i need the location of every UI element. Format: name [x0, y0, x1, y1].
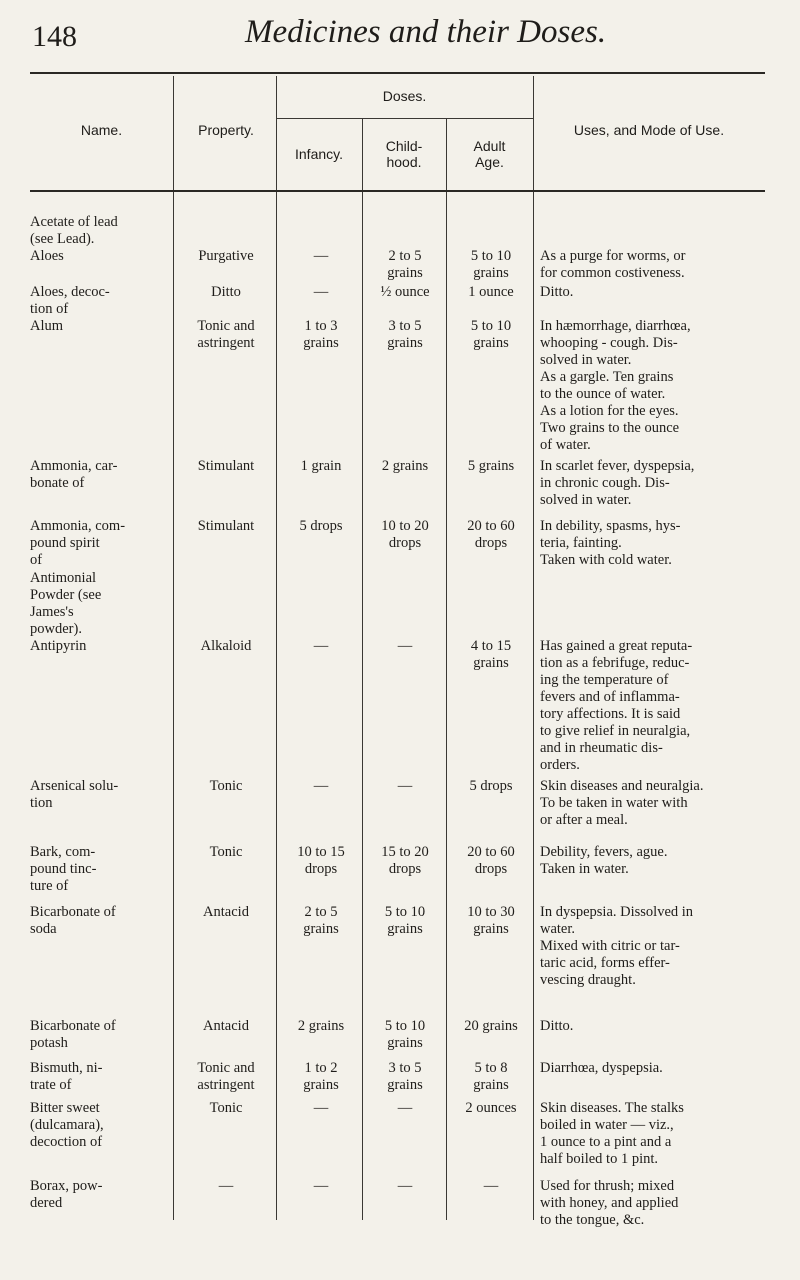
cell-infancy: 10 to 15 drops [297, 844, 345, 877]
cell-adult: 1 ounce [468, 284, 514, 300]
cell-uses: Used for thrush; mixed with honey, and applied to the tongue, &c. [540, 1178, 679, 1228]
cell-property: Tonic [209, 844, 243, 860]
cell-property: Tonic [209, 1100, 243, 1116]
cell-infancy: — [313, 638, 329, 654]
cell-uses: Ditto. [540, 1018, 574, 1034]
header-childhood: Child- hood. [385, 138, 423, 170]
cell-uses: As a purge for worms, or for common costiveness. [540, 248, 686, 281]
cell-property: Tonic and astringent [197, 1060, 255, 1093]
cell-name: Aloes [30, 248, 64, 264]
cell-infancy: 2 grains [297, 1018, 345, 1034]
header-uses: Uses, and Mode of Use. [573, 122, 725, 138]
cell-infancy: 5 drops [299, 518, 343, 534]
header-infancy: Infancy. [295, 146, 343, 162]
cell-uses: In hæmorrhage, diarrhœa, whooping - cough. Dis- solved in water. As a gargle. Ten grains to the ounce of water. As a lotion for the eyes. Two grains to the ounce of water. [540, 318, 691, 453]
cell-adult: 20 to 60 drops [467, 844, 515, 877]
cell-childhood: 3 to 5 grains [387, 318, 423, 351]
cell-uses: Skin diseases. The stalks boiled in water — viz., 1 ounce to a pint and a half boiled to 1 pint. [540, 1100, 684, 1167]
running-title: Medicines and their Doses. [245, 14, 607, 50]
cell-name: Antipyrin [30, 638, 87, 654]
header-doses: Doses. [382, 88, 427, 104]
cell-childhood: — [397, 1100, 413, 1116]
cell-name: Aloes, decoc- tion of [30, 284, 110, 317]
cell-name: Ammonia, car- bonate of [30, 458, 118, 491]
cell-property: Alkaloid [200, 638, 252, 654]
cell-adult: — [483, 1178, 499, 1194]
cell-name: Acetate of lead (see Lead). [30, 214, 118, 247]
cell-childhood: 5 to 10 grains [384, 904, 426, 937]
cell-uses: Diarrhœa, dyspepsia. [540, 1060, 663, 1076]
cell-childhood: 2 to 5 grains [387, 248, 423, 281]
cell-childhood: 3 to 5 grains [387, 1060, 423, 1093]
cell-uses: In dyspepsia. Dissolved in water. Mixed with citric or tar- taric acid, forms effer- vescing draught. [540, 904, 694, 988]
cell-name: Bark, com- pound tinc- ture of [30, 844, 97, 894]
cell-childhood: 10 to 20 drops [381, 518, 429, 551]
header-adult: Adult Age. [473, 138, 506, 170]
cell-name: Bicarbonate of soda [30, 904, 116, 937]
cell-adult: 20 to 60 drops [467, 518, 515, 551]
cell-adult: 10 to 30 grains [467, 904, 515, 937]
cell-property: Stimulant [197, 458, 255, 474]
header-rule [30, 72, 765, 74]
cell-name: Borax, pow- dered [30, 1178, 103, 1211]
cell-adult: 5 grains [467, 458, 515, 474]
cell-uses: Ditto. [540, 284, 574, 300]
cell-childhood: 2 grains [381, 458, 429, 474]
cell-uses: Skin diseases and neuralgia. To be taken in water with or after a meal. [540, 778, 704, 828]
cell-childhood: ½ ounce [380, 284, 430, 300]
cell-name: Bitter sweet (dulcamara), decoction of [30, 1100, 104, 1150]
cell-infancy: — [313, 1178, 329, 1194]
cell-name: Bicarbonate of potash [30, 1018, 116, 1051]
cell-infancy: 1 to 2 grains [303, 1060, 339, 1093]
cell-infancy: — [313, 778, 329, 794]
cell-name: Ammonia, com- pound spirit of [30, 518, 126, 568]
cell-infancy: — [313, 1100, 329, 1116]
cell-childhood: — [397, 1178, 413, 1194]
cell-childhood: — [397, 638, 413, 654]
cell-name: Bismuth, ni- trate of [30, 1060, 103, 1093]
cell-property: Antacid [203, 1018, 249, 1034]
cell-property: Purgative [198, 248, 254, 264]
cell-uses: Has gained a great reputa- tion as a febrifuge, reduc- ing the temperature of fevers and of inflamma- tory affections. It is said to give relief in neuralgia, and in rheumatic dis- orders. [540, 638, 693, 773]
cell-property: Tonic and astringent [197, 318, 255, 351]
cell-property: Ditto [211, 284, 241, 300]
cell-adult: 5 to 10 grains [470, 318, 512, 351]
cell-infancy: — [313, 284, 329, 300]
cell-property: Antacid [203, 904, 249, 920]
cell-adult: 20 grains [464, 1018, 518, 1034]
cell-infancy: — [313, 248, 329, 264]
page-number: 148 [32, 20, 77, 53]
cell-adult: 5 drops [469, 778, 513, 794]
cell-childhood: — [397, 778, 413, 794]
cell-property: Tonic [209, 778, 243, 794]
cell-infancy: 1 to 3 grains [303, 318, 339, 351]
cell-adult: 5 to 10 grains [470, 248, 512, 281]
cell-name: Antimonial Powder (see James's powder). [30, 570, 102, 637]
cell-childhood: 15 to 20 drops [381, 844, 429, 877]
cell-uses: Debility, fevers, ague. Taken in water. [540, 844, 668, 877]
cell-infancy: 2 to 5 grains [303, 904, 339, 937]
cell-property: — [218, 1178, 234, 1194]
cell-uses: In debility, spasms, hys- teria, fainting. Taken with cold water. [540, 518, 681, 568]
cell-property: Stimulant [197, 518, 255, 534]
cell-name: Alum [30, 318, 64, 334]
cell-uses: In scarlet fever, dyspepsia, in chronic cough. Dis- solved in water. [540, 458, 695, 508]
header-property: Property. [198, 122, 254, 138]
cell-name: Arsenical solu- tion [30, 778, 119, 811]
cell-infancy: 1 grain [300, 458, 342, 474]
cell-childhood: 5 to 10 grains [384, 1018, 426, 1051]
cell-adult: 4 to 15 grains [470, 638, 512, 671]
cell-adult: 2 ounces [465, 1100, 517, 1116]
cell-adult: 5 to 8 grains [473, 1060, 509, 1093]
header-name: Name. [80, 122, 123, 138]
